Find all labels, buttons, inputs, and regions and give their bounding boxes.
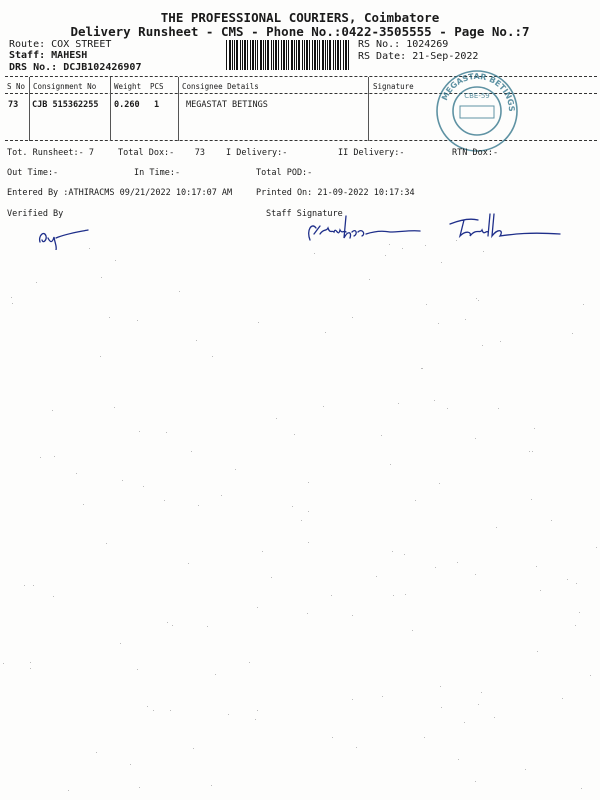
- barcode: [226, 40, 352, 70]
- rs-no-label: RS No.:: [358, 39, 401, 50]
- staff-row: [9, 50, 87, 61]
- route-label: Route:: [9, 39, 46, 50]
- runsheet-subtitle: Delivery Runsheet - CMS - Phone No.:0422-3505555 - Page No.:7: [70, 24, 530, 39]
- col-header-weight: Weight: [114, 82, 142, 91]
- col-header-signature: Signature: [373, 82, 414, 91]
- staff-label: Staff:: [9, 50, 46, 61]
- col-header-consignment: Consignment No: [33, 82, 97, 91]
- cell-weight: 0.260: [114, 100, 140, 110]
- col-header-pcs: PCS: [150, 82, 164, 91]
- cell-sno: 73: [8, 100, 19, 110]
- company-title: THE PROFESSIONAL COURIERS, Coimbatore: [160, 10, 440, 25]
- out-time: Out Time:-: [7, 168, 59, 178]
- drs-row: [9, 62, 141, 73]
- staff-signature: [300, 210, 580, 250]
- drs-label: DRS No.:: [9, 62, 58, 73]
- in-time: In Time:-: [134, 168, 181, 178]
- cell-consignee: MEGASTAT BETINGS: [186, 100, 268, 110]
- ii-delivery: II Delivery:-: [338, 148, 405, 158]
- verified-by-label: Verified By: [7, 209, 64, 219]
- rs-date-label: RS Date:: [358, 51, 407, 62]
- drs-value: DCJB102426907: [63, 62, 142, 73]
- company-stamp: [434, 68, 520, 154]
- i-delivery: I Delivery:-: [226, 148, 288, 158]
- col-divider: [178, 77, 179, 141]
- staff-value: MAHESH: [51, 50, 88, 61]
- entered-by: Entered By :ATHIRACMS 09/21/2022 10:17:07 AM: [7, 188, 233, 198]
- cell-pcs: 1: [154, 100, 160, 110]
- route-value: COX STREET: [51, 39, 112, 50]
- staff-signature-label: Staff Signature: [266, 209, 343, 219]
- rs-no-row: [358, 39, 448, 50]
- rs-date-row: [358, 51, 478, 62]
- col-divider: [368, 77, 369, 141]
- total-dox-value: 73: [194, 148, 206, 158]
- tot-runsheet: Tot. Runsheet:- 7: [7, 148, 94, 158]
- rs-no-value: 1024269: [406, 39, 449, 50]
- col-divider: [29, 77, 30, 141]
- route-row: [9, 39, 111, 50]
- rtn-dox: RTN Dox:-: [452, 148, 499, 158]
- printed-on: Printed On: 21-09-2022 10:17:34: [256, 188, 415, 198]
- rs-date-value: 21-Sep-2022: [412, 51, 479, 62]
- total-dox: [118, 148, 205, 158]
- col-divider: [110, 77, 111, 141]
- col-header-sno: S No: [7, 82, 26, 91]
- col-header-consignee: Consignee Details: [182, 82, 259, 91]
- verifier-signature: [30, 220, 100, 250]
- total-dox-label: Total Dox:-: [118, 148, 175, 158]
- stamp-center-text: CBE-59: [464, 92, 490, 100]
- cell-consignment: CJB 515362255: [32, 100, 99, 110]
- stamp-ring-text: MEGASTAR BETINGS: [439, 71, 517, 112]
- total-pod: Total POD:-: [256, 168, 313, 178]
